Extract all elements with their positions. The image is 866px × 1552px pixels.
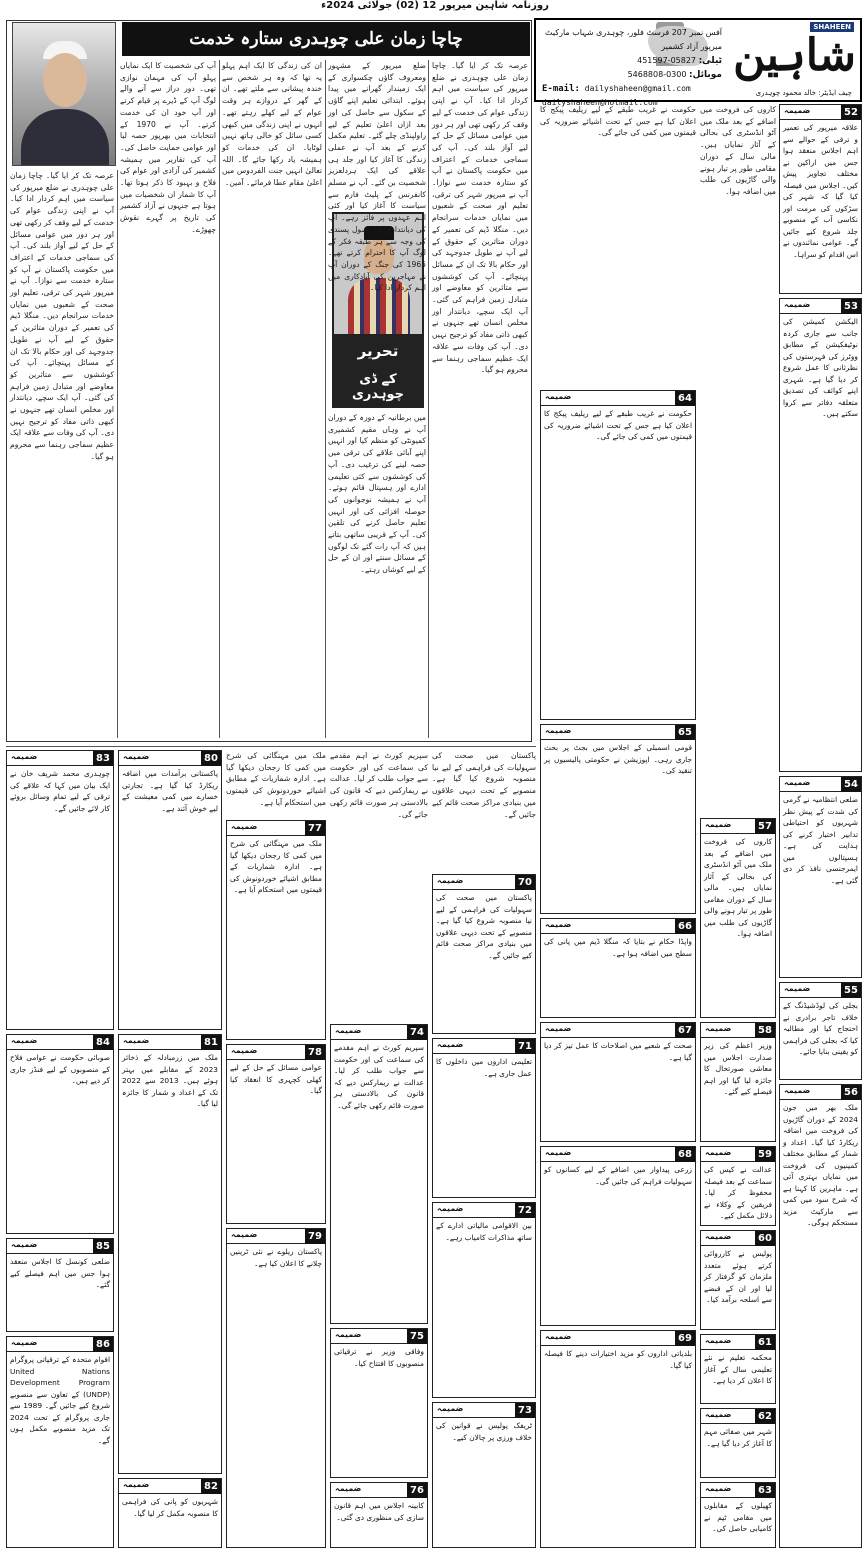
ad-number: 60: [755, 1231, 775, 1246]
ad-text: شہریوں کو پانی کی فراہمی کا منصوبہ مکمل کر لیا گیا۔: [122, 1497, 218, 1518]
column-divider: [325, 60, 326, 738]
ad-number: 79: [305, 1229, 325, 1244]
ad-tag: ضمیمہ: [705, 1148, 732, 1157]
ad-tag: ضمیمہ: [545, 392, 572, 401]
ad-text: پاکستان ریلوے نے نئی ٹرینیں چلانے کا اعلان کیا ہے۔: [230, 1247, 322, 1268]
ad-tag: ضمیمہ: [545, 1332, 572, 1341]
ad-box-61: [700, 1334, 776, 1404]
column-divider: [219, 60, 220, 738]
column-text: کاروں کی فروخت میں اضافے کے بعد ملک میں آٹو انڈسٹری کی بحالی کے آثار نمایاں ہیں۔ مالی سال کے دوران مقامی طور پر تیار ہونے والی گاڑیوں کی طلب میں اضافہ ہوا۔: [700, 105, 776, 196]
ad-tag: ضمیمہ: [437, 1404, 464, 1413]
ad-box-70: [432, 874, 536, 1034]
ad-number: 76: [407, 1483, 427, 1498]
dateline: روزنامہ شاہین میرپور 12 (02) جولائی 2024ء: [321, 0, 549, 11]
ad-number: 56: [841, 1085, 861, 1100]
feature-column-6: عرصہ تک کر ایا گیا۔ چاچا زمان علی چوہدری نے ضلع میرپور کی سیاست میں اہم کردار ادا کیا۔ آپ نے اپنی زندگی عوام کی خدمت کے لیے وقف کر رکھی تھی اور ہر دور میں عوامی مسائل کے حل کے لیے آواز بلند کی۔ آپ کی سماجی خدمات کے اعتراف میں حکومت پاکستان نے آپ کو ستارہ خدمت سے نوازا۔ آپ نے میرپور شہر کی ترقی، تعلیم اور صحت کے شعبوں میں نمایاں خدمات سرانجام دیں۔ منگلا ڈیم کی تعمیر کے دوران متاثرین کے حقوق کے لیے آپ نے طویل جدوجہد کی اور حکام بالا تک ان کے مسائل پہنچائے۔ آپ کی کوششوں سے متاثرین کو معاوضے اور متبادل زمین فراہم کی گئی۔ آپ ایک سچے، دیانتدار اور مخلص انسان تھے جنہوں نے کبھی ذاتی مفاد کو ترجیح نہیں دی۔ آپ کی وفات سے علاقہ ایک عظیم سماجی رہنما سے محروم ہو گیا۔: [10, 171, 114, 461]
ad-tag: ضمیمہ: [123, 1036, 150, 1045]
ad-tag: ضمیمہ: [545, 1024, 572, 1033]
ad-box-60: [700, 1230, 776, 1330]
ad-tag: ضمیمہ: [437, 876, 464, 885]
ad-tag: ضمیمہ: [231, 822, 258, 831]
ad-text: سپریم کورٹ نے اہم مقدمے کی سماعت کی اور حکومت سے جواب طلب کر لیا۔ عدالت نے ریمارکس دیے کہ قانون کی بالادستی ہر صورت قائم رکھی جائے گی۔: [334, 1043, 424, 1110]
ad-tag: ضمیمہ: [705, 1484, 732, 1493]
ad-tag: ضمیمہ: [231, 1046, 258, 1055]
column-text: سپریم کورٹ نے اہم مقدمے کی سماعت کی اور حکومت سے جواب طلب کر لیا۔ عدالت نے ریمارکس دیے کہ قانون کی بالادستی ہر صورت قائم رکھی جائے گی۔: [330, 751, 428, 819]
ad-text: ملک بھر میں جون 2024 کے دوران گاڑیوں کی فروخت میں اضافہ ریکارڈ کیا گیا۔ اعداد و شمار کے مطابق مختلف کمپنیوں کی فروخت میں نمایاں بہتری آئی ہے۔ ماہرین کا کہنا ہے کہ شرح سود میں کمی سے مارکیٹ مزید مستحکم ہوگی۔: [783, 1103, 858, 1227]
ad-number: 62: [755, 1409, 775, 1424]
ad-box-55: [779, 982, 862, 1080]
ad-tag: ضمیمہ: [123, 752, 150, 761]
ad-number: 52: [841, 105, 861, 120]
ad-number: 82: [201, 1479, 221, 1494]
feature-photo: [12, 22, 116, 166]
ad-box-73: [432, 1402, 536, 1548]
phone-number: 05827-451597: [637, 56, 697, 65]
ad-number: 67: [675, 1023, 695, 1038]
ad-tag: ضمیمہ: [11, 1338, 38, 1347]
ad-text: کاروں کی فروخت میں اضافے کے بعد ملک میں آٹو انڈسٹری کی بحالی کے آثار نمایاں ہیں۔ مالی سال کے دوران مقامی طور پر تیار ہونے والی گاڑیوں کی طلب میں اضافہ ہوا۔: [704, 837, 772, 938]
ad-text: محکمہ تعلیم نے نئے تعلیمی سال کے آغاز کا اعلان کر دیا ہے۔: [704, 1353, 772, 1385]
ad-box-77: [226, 820, 326, 1040]
ad-box-76: [330, 1482, 428, 1548]
ad-tag: ضمیمہ: [11, 1240, 38, 1249]
feature-column-2: ضلع میرپور کے مشہور ومعروف گاؤں چکسواری کے ایک زمیندار گھرانے میں پیدا ہوئے۔ ابتدائی تعلیم اپنے گاؤں کے سکول سے حاصل کی اور بعد ازاں اعلیٰ تعلیم کے لیے راولپنڈی چلے گئے۔ تعلیم مکمل کرنے کے بعد آپ نے عملی زندگی کا آغاز کیا اور جلد ہی علاقے کی ایک ہردلعزیز شخصیت بن گئے۔ آپ نے مسلم کانفرنس کے پلیٹ فارم سے سیاست کا آغاز کیا اور کئی اہم عہدوں پر فائز رہے۔ آپ کی دیانتداری اور اصول پسندی کی وجہ سے ہر طبقہ فکر کے لوگ آپ کا احترام کرتے تھے۔ 1965 کی جنگ کے دوران آپ نے مہاجرین کی آبادکاری میں اہم کردار ادا کیا۔: [328, 61, 426, 293]
ad-text: بین الاقوامی مالیاتی ادارے کے ساتھ مذاکرات کامیاب رہے۔: [436, 1221, 532, 1242]
ad-number: 69: [675, 1331, 695, 1346]
ad-text: علاقہ میرپور کی تعمیر و ترقی کے حوالے سے اہم اجلاس منعقد ہوا جس میں اراکین نے مختلف تجاویز پیش کیں۔ اجلاس میں فیصلہ کیا گیا کہ شہر کی سڑکوں کی مرمت اور نکاسی آب کے منصوبے جلد شروع کیے جائیں گے۔ عوامی نمائندوں نے اس اقدام کو سراہا۔: [783, 123, 858, 259]
ad-number: 74: [407, 1025, 427, 1040]
ad-number: 84: [93, 1035, 113, 1050]
feature-column-1: عرصہ تک کر ایا گیا۔ چاچا زمان علی چوہدری نے ضلع میرپور کی سیاست میں اہم کردار ادا کیا۔ آپ نے اپنی زندگی عوام کی خدمت کے لیے وقف کر رکھی تھی اور ہر دور میں عوامی مسائل کے حل کے لیے آواز بلند کی۔ آپ کی سماجی خدمات کے اعتراف میں حکومت پاکستان نے آپ کو ستارہ خدمت سے نوازا۔ آپ نے میرپور شہر کی ترقی، تعلیم اور صحت کے شعبوں میں نمایاں خدمات سرانجام دیں۔ منگلا ڈیم کی تعمیر کے دوران متاثرین کے حقوق کے لیے آپ نے طویل جدوجہد کی اور حکام بالا تک ان کے مسائل پہنچائے۔ آپ کی کوششوں سے متاثرین کو معاوضے اور متبادل زمین فراہم کی گئی۔ آپ ایک سچے، دیانتدار اور مخلص انسان تھے جنہوں نے کبھی ذاتی مفاد کو ترجیح نہیں دی۔ آپ کی وفات سے علاقہ ایک عظیم سماجی رہنما سے محروم ہو گیا۔: [432, 61, 528, 375]
ad-box-66: [540, 918, 696, 1018]
ad-number: 68: [675, 1147, 695, 1162]
ad-number: 53: [841, 299, 861, 314]
ad-box-58: [700, 1022, 776, 1142]
ad-tag: ضمیمہ: [784, 106, 811, 115]
email-1[interactable]: dailyshaheen@gmail.com: [584, 84, 691, 93]
ad-box-57: [700, 818, 776, 1018]
ad-text: تعلیمی اداروں میں داخلوں کا عمل جاری ہے۔: [436, 1057, 532, 1078]
ad-tag: ضمیمہ: [705, 1336, 732, 1345]
ad-number: 54: [841, 777, 861, 792]
ad-box-86: [6, 1336, 114, 1548]
feature-column-5: آپ کی شخصیت کا ایک نمایاں پہلو آپ کی مہمان نوازی تھی۔ دور دراز سے آنے والے لوگ آپ کے ڈیرے پر قیام کرتے اور آپ خود ان کی خدمت کرتے۔ آپ نے 1970 کے انتخابات میں بھرپور حصہ لیا اور عوامی حمایت حاصل کی۔ آپ کی تقاریر میں ہمیشہ کشمیر کی آزادی اور عوام کی فلاح و بہبود کا ذکر ہوتا تھا۔ آپ کا شمار ان شخصیات میں ہوتا ہے جنہوں نے آزاد کشمیر کی تاریخ پر گہرے نقوش چھوڑے۔: [120, 61, 216, 234]
column-text: ملک میں مہنگائی کی شرح میں کمی کا رجحان دیکھا گیا ہے۔ ادارہ شماریات کے مطابق اشیائے خوردونوش کی قیمتوں میں استحکام آیا ہے۔: [226, 751, 326, 807]
ad-tag: ضمیمہ: [11, 752, 38, 761]
ad-tag: ضمیمہ: [231, 1230, 258, 1239]
ad-number: 66: [675, 919, 695, 934]
ad-number: 80: [201, 751, 221, 766]
ad-box-59: [700, 1146, 776, 1226]
ad-text: الیکشن کمیشن کی جانب سے جاری کردہ نوٹیفکیشن کے مطابق ووٹرز کی فہرستوں کی نظرثانی کا عمل شروع کر دیا گیا ہے۔ شہری اپنے کوائف کی تصدیق متعلقہ دفاتر سے کروا سکتے ہیں۔: [783, 317, 858, 418]
ad-tag: ضمیمہ: [545, 1148, 572, 1157]
email-label: E-mail:: [542, 84, 580, 94]
ad-number: 83: [93, 751, 113, 766]
ad-number: 86: [93, 1337, 113, 1352]
ad-tag: ضمیمہ: [335, 1484, 362, 1493]
ad-number: 78: [305, 1045, 325, 1060]
ad-number: 72: [515, 1203, 535, 1218]
ad-text: عدالت نے کیس کی سماعت کے بعد فیصلہ محفوظ کر لیا۔ فریقین کے وکلاء نے دلائل مکمل کیے۔: [704, 1165, 772, 1220]
ad-number: 64: [675, 391, 695, 406]
ad-text: عوامی مسائل کے حل کے لیے کھلی کچہری کا انعقاد کیا گیا۔: [230, 1063, 322, 1095]
ad-tag: ضمیمہ: [784, 984, 811, 993]
ad-text: وفاقی وزیر نے ترقیاتی منصوبوں کا افتتاح کیا۔: [334, 1347, 424, 1368]
ad-box-53: [779, 298, 862, 772]
ad-box-69: [540, 1330, 696, 1548]
ad-text: اقوام متحدہ کے ترقیاتی پروگرام United Nations Development Program (UNDP) کے تعاون سے منصوبے شروع کیے جائیں گے۔ 1989 سے جاری پروگرام کے تحت 2024 تک مزید منصوبے مکمل ہوں گے۔: [10, 1355, 111, 1445]
coat-shape: [21, 109, 109, 165]
masthead-contact: [542, 26, 722, 110]
ad-box-62: [700, 1408, 776, 1478]
ad-text: وزیر اعظم کی زیر صدارت اجلاس میں معاشی صورتحال کا جائزہ لیا گیا اور اہم فیصلے کیے گئے۔: [704, 1041, 772, 1096]
ad-box-83: [6, 750, 114, 1030]
office-address: آفس نمبر 207 فرسٹ فلور، چوہدری شہاب مارکیٹ میرپور آزاد کشمیر: [545, 28, 722, 51]
ad-text: قومی اسمبلی کے اجلاس میں بجٹ پر بحث جاری رہی۔ اپوزیشن نے حکومتی پالیسیوں پر تنقید کی۔: [544, 743, 692, 775]
ad-box-74: [330, 1024, 428, 1324]
ad-box-68: [540, 1146, 696, 1326]
ad-number: 70: [515, 875, 535, 890]
email-2[interactable]: dailyshaheen@hotmail.com: [542, 98, 658, 107]
editor-line: چیف ایڈیٹر: خالد محمود چوہدری: [755, 89, 852, 97]
ad-text: پاکستانی برآمدات میں اضافہ ریکارڈ کیا گیا ہے۔ تجارتی خسارے میں کمی معیشت کے لیے خوش آئند ہے۔: [122, 769, 218, 813]
ad-text: بجلی کی لوڈشیڈنگ کے خلاف تاجر برادری نے احتجاج کیا اور مطالبہ کیا کہ بجلی کی فراہمی کو یقینی بنایا جائے۔: [783, 1001, 858, 1056]
newspaper-logo: شاہین: [733, 30, 856, 81]
ad-box-64: [540, 390, 696, 720]
ad-text: صحت کے شعبے میں اصلاحات کا عمل تیز کر دیا گیا ہے۔: [544, 1041, 692, 1062]
ad-number: 55: [841, 983, 861, 998]
ad-box-63: [700, 1482, 776, 1548]
ad-box-75: [330, 1328, 428, 1478]
ad-text: ملک میں مہنگائی کی شرح میں کمی کا رجحان دیکھا گیا ہے۔ ادارہ شماریات کے مطابق اشیائے خوردونوش کی قیمتوں میں استحکام آیا ہے۔: [230, 839, 322, 894]
ad-box-81: [118, 1034, 222, 1474]
ad-box-82: [118, 1478, 222, 1548]
ad-tag: ضمیمہ: [705, 1232, 732, 1241]
ad-text: زرعی پیداوار میں اضافے کے لیے کسانوں کو سہولیات فراہم کی جائیں گی۔: [544, 1165, 692, 1186]
ad-text: ٹریفک پولیس نے قوانین کی خلاف ورزی پر چالان کیے۔: [436, 1421, 532, 1442]
masthead: [534, 18, 862, 107]
face-shape: [43, 53, 87, 107]
ad-number: 75: [407, 1329, 427, 1344]
ad-box-54: [779, 776, 862, 978]
ad-text: کابینہ اجلاس میں اہم قانون سازی کی منظوری دی گئی۔: [334, 1501, 424, 1522]
ad-text: کھیلوں کے مقابلوں میں مقامی ٹیم نے کامیابی حاصل کی۔: [704, 1501, 772, 1533]
feature-title: چاچا زمان علی چوہدری ستارہ خدمت: [122, 22, 530, 56]
ad-tag: ضمیمہ: [437, 1204, 464, 1213]
ad-text: پولیس نے کارروائی کرتے ہوئے متعدد ملزمان کو گرفتار کر لیا اور ان کے قبضے سے اسلحہ برآمد کیا۔: [704, 1249, 772, 1304]
ad-tag: ضمیمہ: [545, 920, 572, 929]
feature-column-3: میں برطانیہ کے دورہ کے دوران آپ نے وہاں مقیم کشمیری کمیونٹی کو منظم کیا اور انہیں اپنے آبائی علاقے کی ترقی میں حصہ لینے کی ترغیب دی۔ آپ کی کوششوں سے کئی تعلیمی ادارے اور ہسپتال قائم ہوئے۔ آپ نے ہمیشہ نوجوانوں کی حوصلہ افزائی کی اور انہیں تعلیم حاصل کرنے کی تلقین کی۔ آپ کے قریبی ساتھی بتاتے ہیں کہ آپ رات گئے تک لوگوں کے مسائل سنتے اور ان کے حل کے لیے کوشاں رہتے۔: [328, 413, 426, 575]
ad-tag: ضمیمہ: [784, 300, 811, 309]
ad-text: حکومت نے غریب طبقے کے لیے ریلیف پیکج کا اعلان کیا ہے جس کے تحت اشیائے ضروریہ کی قیمتوں میں کمی کی جائے گی۔: [544, 409, 692, 441]
ad-text: بلدیاتی اداروں کو مزید اختیارات دینے کا فیصلہ کیا گیا۔: [544, 1349, 692, 1370]
ad-text: واپڈا حکام نے بتایا کہ منگلا ڈیم میں پانی کی سطح میں اضافہ ہوا ہے۔: [544, 937, 692, 958]
column-divider: [117, 170, 118, 738]
ad-number: 77: [305, 821, 325, 836]
ad-number: 57: [755, 819, 775, 834]
ad-number: 63: [755, 1483, 775, 1498]
ad-number: 58: [755, 1023, 775, 1038]
ad-number: 81: [201, 1035, 221, 1050]
ad-tag: ضمیمہ: [335, 1330, 362, 1339]
ad-box-78: [226, 1044, 326, 1224]
ad-tag: ضمیمہ: [705, 1410, 732, 1419]
ad-text: ملک میں زرمبادلہ کے ذخائر 2023 کے مقابلے میں بہتر ہوئے ہیں۔ 2013 سے 2022 تک کے اعداد و شمار کا جائزہ لیا گیا۔: [122, 1053, 218, 1108]
ad-tag: ضمیمہ: [335, 1026, 362, 1035]
mobile-label: موبائل:: [689, 70, 722, 80]
ad-box-52: [779, 104, 862, 294]
ad-text: شہر میں صفائی مہم کا آغاز کر دیا گیا ہے۔: [704, 1427, 772, 1448]
section-divider: [6, 746, 536, 747]
byline-name: کے ڈی چوہدری: [351, 372, 405, 402]
ad-tag: ضمیمہ: [123, 1480, 150, 1489]
ad-box-71: [432, 1038, 536, 1198]
column-divider: [428, 60, 429, 738]
ad-box-72: [432, 1202, 536, 1398]
ad-number: 65: [675, 725, 695, 740]
ad-number: 59: [755, 1147, 775, 1162]
ad-text: پاکستان میں صحت کی سہولیات کی فراہمی کے لیے نیا منصوبہ شروع کیا گیا ہے۔ منصوبے کے تحت دیہی علاقوں میں بنیادی مراکز صحت قائم کیے جائیں گے۔: [436, 893, 532, 960]
ad-number: 73: [515, 1403, 535, 1418]
ad-box-56: [779, 1084, 862, 1548]
ad-box-67: [540, 1022, 696, 1142]
ad-tag: ضمیمہ: [11, 1036, 38, 1045]
logo-english: SHAHEEN: [810, 22, 854, 32]
ad-box-80: [118, 750, 222, 1030]
ad-box-65: [540, 724, 696, 914]
ad-tag: ضمیمہ: [784, 778, 811, 787]
ad-box-84: [6, 1034, 114, 1234]
phone-label: ٹیلی:: [698, 56, 722, 66]
ad-tag: ضمیمہ: [545, 726, 572, 735]
ad-text: ضلعی انتظامیہ نے گرمی کی شدت کے پیش نظر شہریوں کو احتیاطی تدابیر اختیار کرنے کی ہدایت کی ہے۔ ہسپتالوں میں ایمرجنسی نافذ کر دی گئی ہے۔: [783, 795, 858, 885]
ad-number: 85: [93, 1239, 113, 1254]
ad-box-85: [6, 1238, 114, 1332]
ad-number: 61: [755, 1335, 775, 1350]
mobile-number: 0300-5468808: [627, 70, 687, 79]
ad-text: ضلعی کونسل کا اجلاس منعقد ہوا جس میں اہم فیصلے کیے گئے۔: [10, 1257, 110, 1289]
column-text: حکومت نے غریب طبقے کے لیے ریلیف پیکج کا اعلان کیا ہے جس کے تحت اشیائے ضروریہ کی قیمتوں میں کمی کی جائے گی۔: [540, 105, 696, 138]
ad-text: صوبائی حکومت نے عوامی فلاح کے منصوبوں کے لیے فنڈز جاری کر دیے ہیں۔: [10, 1053, 110, 1085]
ad-tag: ضمیمہ: [705, 820, 732, 829]
ad-tag: ضمیمہ: [705, 1024, 732, 1033]
feature-column-4: ان کی زندگی کا ایک اہم پہلو یہ تھا کہ وہ ہر شخص سے خندہ پیشانی سے ملتے تھے۔ ان کے گھر کے دروازے ہر وقت عوام کے لیے کھلے رہتے تھے۔ انہوں نے اپنی زندگی میں کبھی کسی سائل کو خالی ہاتھ نہیں لوٹایا۔ ان کی خدمات کو ہمیشہ یاد رکھا جائے گا۔ اللہ تعالیٰ انہیں جنت الفردوس میں اعلیٰ مقام عطا فرمائے۔ آمین۔: [222, 61, 322, 188]
ad-text: چوہدری محمد شریف خان نے ایک بیان میں کہا کہ علاقے کی ترقی کے لیے تمام وسائل بروئے کار لائے جائیں گے۔: [10, 769, 110, 813]
byline-label: تحریر: [357, 342, 399, 360]
column-text: پاکستان میں صحت کی سہولیات کی فراہمی کے لیے نیا منصوبہ شروع کیا گیا ہے۔ منصوبے کے تحت دیہی علاقوں میں بنیادی مراکز صحت قائم کیے جائیں گے۔: [432, 751, 536, 819]
ad-tag: ضمیمہ: [437, 1040, 464, 1049]
ad-box-79: [226, 1228, 326, 1548]
ad-number: 71: [515, 1039, 535, 1054]
ad-tag: ضمیمہ: [784, 1086, 811, 1095]
